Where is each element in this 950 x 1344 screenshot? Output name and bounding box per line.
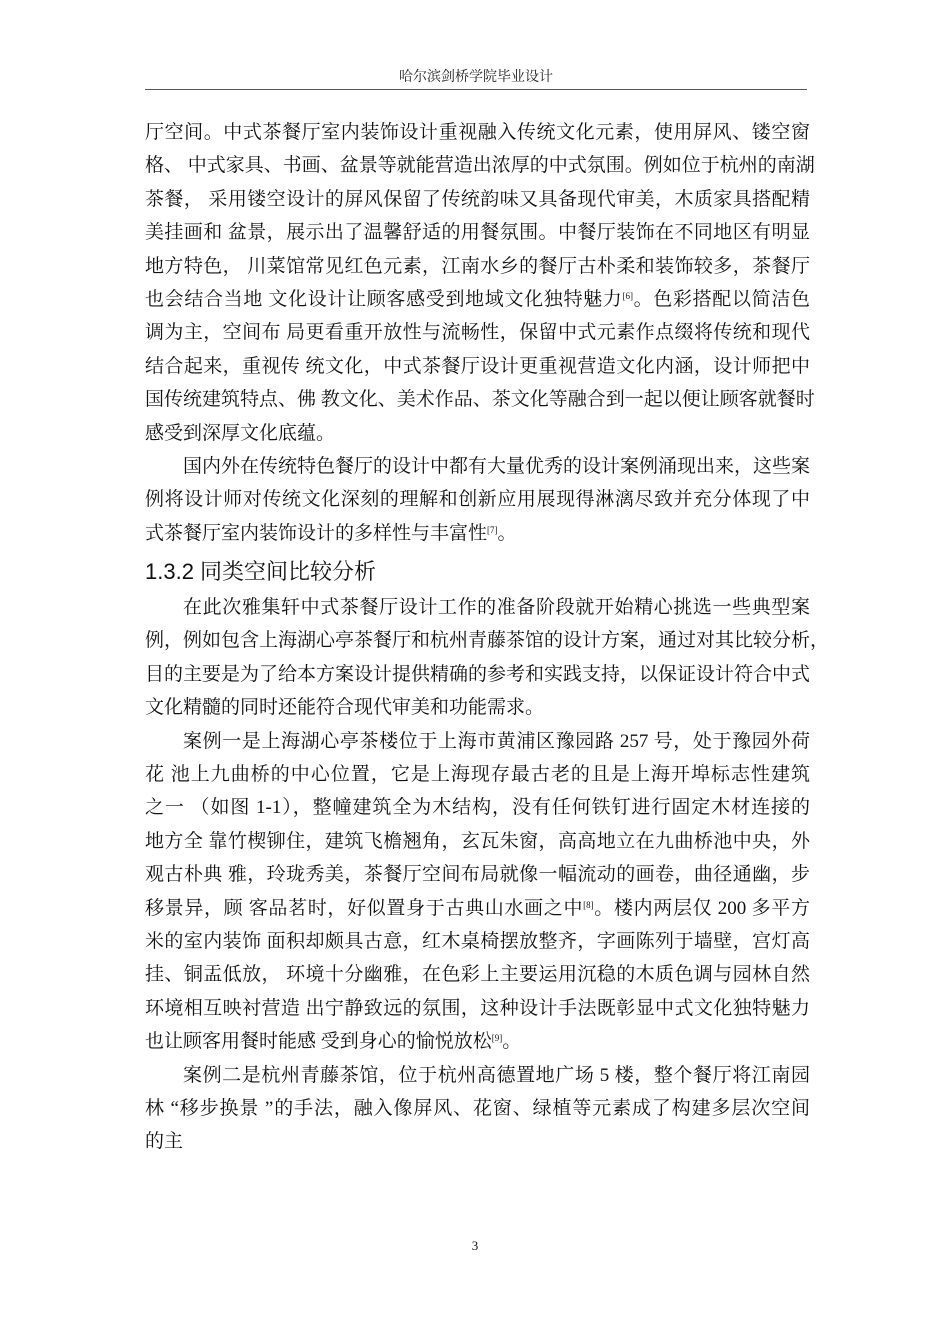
line-text: 。色彩搭配以简洁色 (632, 289, 810, 310)
line-text: 国内外在传统特色餐厅的设计中都有大量优秀的设计案例涌现出来，这些案 (183, 456, 811, 477)
text-line (145, 897, 810, 921)
text-line (145, 1030, 810, 1054)
text-line (145, 422, 810, 446)
line-text: 茶餐， 采用镂空设计的屏风保留了传统韵味又具备现代审美，木质家具搭配精 (145, 188, 810, 210)
line-text: 案例二是杭州青藤茶馆，位于杭州高德置地广场 5 楼，整个餐厅将江南园 (183, 1064, 810, 1086)
text-line (145, 963, 810, 987)
text-line (145, 1130, 810, 1154)
text-line (145, 355, 810, 379)
text-line (145, 930, 810, 954)
text-line (183, 455, 810, 479)
line-text: 之一 （如图 1-1），整幢建筑全为木结构，没有任何铁钉进行固定木材连接的 (145, 797, 810, 819)
citation-superscript: [9] (491, 1033, 503, 1044)
text-line (145, 488, 810, 512)
text-line (145, 388, 815, 412)
line-text: 挂、铜盂低放， 环境十分幽雅，在色彩上主要运用沉稳的木质色调与园林自然 (145, 964, 810, 986)
text-line (145, 188, 810, 212)
line-text: 环境相互映衬营造 出宁静致远的氛围，这种设计手法既彰显中式文化独特魅力 (145, 997, 810, 1019)
line-text: 目的主要是为了给本方案设计提供精确的参考和实践支持，以保证设计符合中式 (145, 663, 811, 685)
line-text: 米的室内装饰 面积却颇具古意，红木桌椅摆放整齐，字画陈列于墙壁，宫灯高 (145, 931, 810, 952)
line-text: 也会结合当地 文化设计让顾客感受到地域文化独特魅力 (145, 289, 623, 310)
line-text: 例，例如包含上海湖心亭茶餐厅和杭州青藤茶馆的设计方案，通过对其比较分析， (145, 630, 830, 652)
line-text: 也让顾客用餐时能感 受到身心的愉悦放松 (145, 1031, 492, 1053)
line-text: 。楼内两层仅 200 多平方 (593, 897, 810, 919)
line-text: 地方特色， 川菜馆常见红色元素，江南水乡的餐厅古朴柔和装饰较多，茶餐厅 (145, 255, 810, 277)
text-line (145, 522, 810, 546)
line-text: 在此次雅集轩中式茶餐厅设计工作的准备阶段就开始精心挑选一些典型案 (183, 597, 810, 618)
line-text: 国传统建筑特点、佛 教文化、美术作品、茶文化等融合到一起以便让顾客就餐时 (145, 389, 815, 411)
text-line (145, 763, 810, 787)
line-text: 式茶餐厅室内装饰设计的多样性与丰富性 (145, 522, 488, 544)
line-text: 调为主，空间布 局更看重开放性与流畅性，保留中式元素作点缀将传统和现代 (145, 322, 810, 344)
text-line (145, 321, 810, 345)
text-line (145, 221, 810, 245)
line-text: 地方全 靠竹楔铆住，建筑飞檐翘角，玄瓦朱窗，高高地立在九曲桥池中央，外 (145, 830, 810, 852)
text-line (145, 1097, 810, 1121)
text-line (145, 796, 810, 820)
citation-superscript: [7] (487, 524, 498, 535)
text-line (145, 154, 815, 178)
line-text: 感受到深厚文化底蕴。 (145, 422, 336, 444)
text-line (145, 629, 830, 653)
citation-superscript: [6] (622, 291, 633, 301)
line-text: 。 (497, 522, 517, 544)
section-heading: 1.3.2 同类空间比较分析 (145, 559, 377, 584)
page-number: 3 (471, 1238, 479, 1253)
text-line (145, 663, 810, 687)
line-text: 花 池上九曲桥的中心位置，它是上海现存最古老的且是上海开埠标志性建筑 (145, 764, 810, 785)
text-line (145, 121, 810, 145)
text-line (183, 730, 810, 754)
text-line (145, 830, 810, 854)
line-text: 观古朴典 雅，玲珑秀美，茶餐厅空间布局就像一幅流动的画卷，曲径通幽，步 (145, 864, 810, 886)
line-text: 厅空间。中式茶餐厅室内装饰设计重视融入传统文化元素，使用屏风、镂空窗 (145, 122, 810, 143)
line-text: 的主 (145, 1131, 184, 1153)
line-text: 美挂画和 盆景，展示出了温馨舒适的用餐氛围。中餐厅装饰在不同地区有明显 (145, 222, 810, 244)
line-text: 林 “移步换景 ”的手法，融入像屏风、花窗、绿植等元素成了构建多层次空间 (145, 1098, 810, 1119)
line-text: 案例一是上海湖心亭茶楼位于上海市黄浦区豫园路 257 号，处于豫园外荷 (183, 730, 810, 752)
text-line (145, 288, 810, 312)
text-line (145, 696, 810, 720)
line-text: 。 (502, 1031, 522, 1053)
header-rule (145, 89, 807, 90)
text-line (145, 255, 810, 279)
line-text: 例将设计师对传统文化深刻的理解和创新应用展现得淋漓尽致并充分体现了中 (145, 489, 810, 511)
text-line (183, 1064, 810, 1088)
line-text: 格、 中式家具、书画、盆景等就能营造出浓厚的中式氛围。例如位于杭州的南湖 (145, 155, 815, 177)
line-text: 移景异，顾 客品茗时，好似置身于古典山水画之中 (145, 897, 584, 919)
line-text: 文化精髓的同时还能符合现代审美和功能需求。 (145, 697, 545, 719)
text-line (183, 596, 810, 620)
text-line (145, 997, 810, 1021)
citation-superscript: [8] (583, 899, 594, 910)
text-line (145, 863, 810, 887)
line-text: 结合起来，重视传 统文化，中式茶餐厅设计更重视营造文化内涵，设计师把中 (145, 355, 810, 377)
page-header: 哈尔滨剑桥学院毕业设计 (399, 70, 553, 85)
